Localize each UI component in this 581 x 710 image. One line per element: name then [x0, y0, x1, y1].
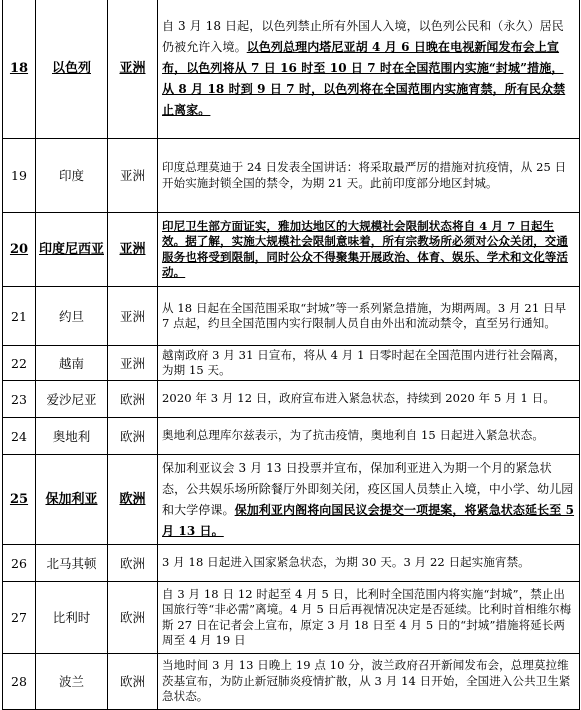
measure-text: 奥地利总理库尔兹表示，为了抗击疫情，奥地利自 15 日起进入紧急状态。 [162, 428, 544, 443]
region-cell: 亚洲 [108, 346, 158, 381]
measure-cell [158, 213, 580, 287]
country-cell: 印度尼西亚 [36, 213, 108, 287]
table-row [3, 213, 580, 287]
table-row [3, 418, 580, 455]
region-cell: 亚洲 [108, 0, 158, 139]
row-number: 18 [3, 0, 36, 139]
row-number: 26 [3, 545, 36, 582]
region-cell: 欧洲 [108, 545, 158, 582]
measure-highlight: 以色列总理内塔尼亚胡 4 月 6 日晚在电视新闻发布会上宣布，以色列将从 7 日 16 时至 10 日 7 时在全国范围内实施“封城”措施，从 8 月 18 时到 9 日 7 时，以色列将在全国范围内实施宵禁，所有民众禁止离家。 [162, 40, 566, 117]
measure-text: 2020 年 3 月 12 日，政府宣布进入紧急状态，持续到 2020 年 5 月 1 日。 [162, 391, 555, 406]
country-cell: 波兰 [36, 654, 108, 710]
measure-cell [158, 0, 580, 139]
row-number: 20 [3, 213, 36, 287]
row-number: 22 [3, 346, 36, 381]
measure-text: 越南政府 3 月 31 日宣布，将从 4 月 1 日零时起在全国范围内进行社会隔离，为期 15 天。 [162, 347, 566, 377]
country-cell: 奥地利 [36, 418, 108, 455]
measure-highlight: 印尼卫生部方面证实，雅加达地区的大规模社会限制状态将自 4 月 7 日起生效。据了解，实施大规模社会限制意味着，所有宗教场所必须对公众关闭，交通服务也将受到限制，同时公众不得聚集开展政治、体育、娱乐、学术和文化等活动。 [162, 218, 568, 279]
measure-text: 保加利亚议会 3 月 13 日投票并宣布，保加利亚进入为期一个月的紧急状态，公共娱乐场所除餐厅外即刻关闭，疫区国人员禁止入境，中小学、幼儿园和大学停课。 [162, 460, 574, 517]
country-cell: 以色列 [36, 0, 108, 139]
row-number: 19 [3, 139, 36, 213]
country-cell: 北马其顿 [36, 545, 108, 582]
country-cell: 保加利亚 [36, 455, 108, 545]
measure-text: 自 3 月 18 日 12 时起至 4 月 5 日，比利时全国范围内将实施“封城”，禁止出国旅行等“非必需”离境。4 月 5 日后再视情况决定是否延续。比利时首相维尔梅斯 27 日在记者会上宣布，原定 3 月 18 日至 4 月 5 日的“封城”措施将延长两周至 4 月 19 日 [162, 586, 572, 647]
region-cell: 欧洲 [108, 654, 158, 710]
region-cell: 亚洲 [108, 287, 158, 346]
measure-highlight: 保加利亚内阁将向国民议会提交一项提案，将紧急状态延长至 5 月 13 日。 [162, 502, 575, 538]
row-number: 24 [3, 418, 36, 455]
measure-text: 从 18 日起在全国范围采取“封城”等一系列紧急措施，为期两周。3 月 21 日早 7 点起，约旦全国范围内实行限制人员自由外出和流动禁令，直至另行通知。 [162, 300, 567, 330]
table-row [3, 654, 580, 710]
country-cell: 比利时 [36, 582, 108, 654]
table-row [3, 381, 580, 418]
measure-cell [158, 654, 580, 710]
region-cell: 欧洲 [108, 381, 158, 418]
region-cell: 亚洲 [108, 213, 158, 287]
table-row [3, 582, 580, 654]
measure-text: 当地时间 3 月 13 日晚上 19 点 10 分，波兰政府召开新闻发布会，总理莫拉维茨基宣布，为防止新冠肺炎疫情扩散，从 3 月 14 日开始，全国进入公共卫生紧急状态。 [162, 658, 571, 704]
country-cell: 约旦 [36, 287, 108, 346]
country-cell: 爱沙尼亚 [36, 381, 108, 418]
row-number: 21 [3, 287, 36, 346]
region-cell: 欧洲 [108, 455, 158, 545]
row-number: 28 [3, 654, 36, 710]
country-cell: 越南 [36, 346, 108, 381]
table-row [3, 545, 580, 582]
measure-text: 印度总理莫迪于 24 日发表全国讲话：将采取最严厉的措施对抗疫情，从 25 日开始实施封锁全国的禁令，为期 21 天。此前印度部分地区封城。 [162, 160, 567, 190]
row-number: 25 [3, 455, 36, 545]
row-number: 23 [3, 381, 36, 418]
measure-cell [158, 346, 580, 381]
table-row [3, 455, 580, 545]
region-cell: 欧洲 [108, 582, 158, 654]
region-cell: 欧洲 [108, 418, 158, 455]
measure-text: 自 3 月 18 日起，以色列禁止所有外国人入境，以色列公民和（永久）居民仍被允许入境。 [162, 19, 564, 54]
measure-text: 3 月 18 日起进入国家紧急状态，为期 30 天。3 月 22 日起实施宵禁。 [162, 555, 530, 570]
measure-cell [158, 545, 580, 582]
table-row [3, 346, 580, 381]
region-cell: 亚洲 [108, 139, 158, 213]
table-row [3, 287, 580, 346]
measure-cell [158, 455, 580, 545]
measures-table [2, 0, 580, 710]
table-row [3, 0, 580, 139]
measure-cell [158, 582, 580, 654]
table-row [3, 139, 580, 213]
country-cell: 印度 [36, 139, 108, 213]
measure-cell [158, 381, 580, 418]
row-number: 27 [3, 582, 36, 654]
measure-cell [158, 418, 580, 455]
measure-cell [158, 287, 580, 346]
measure-cell [158, 139, 580, 213]
